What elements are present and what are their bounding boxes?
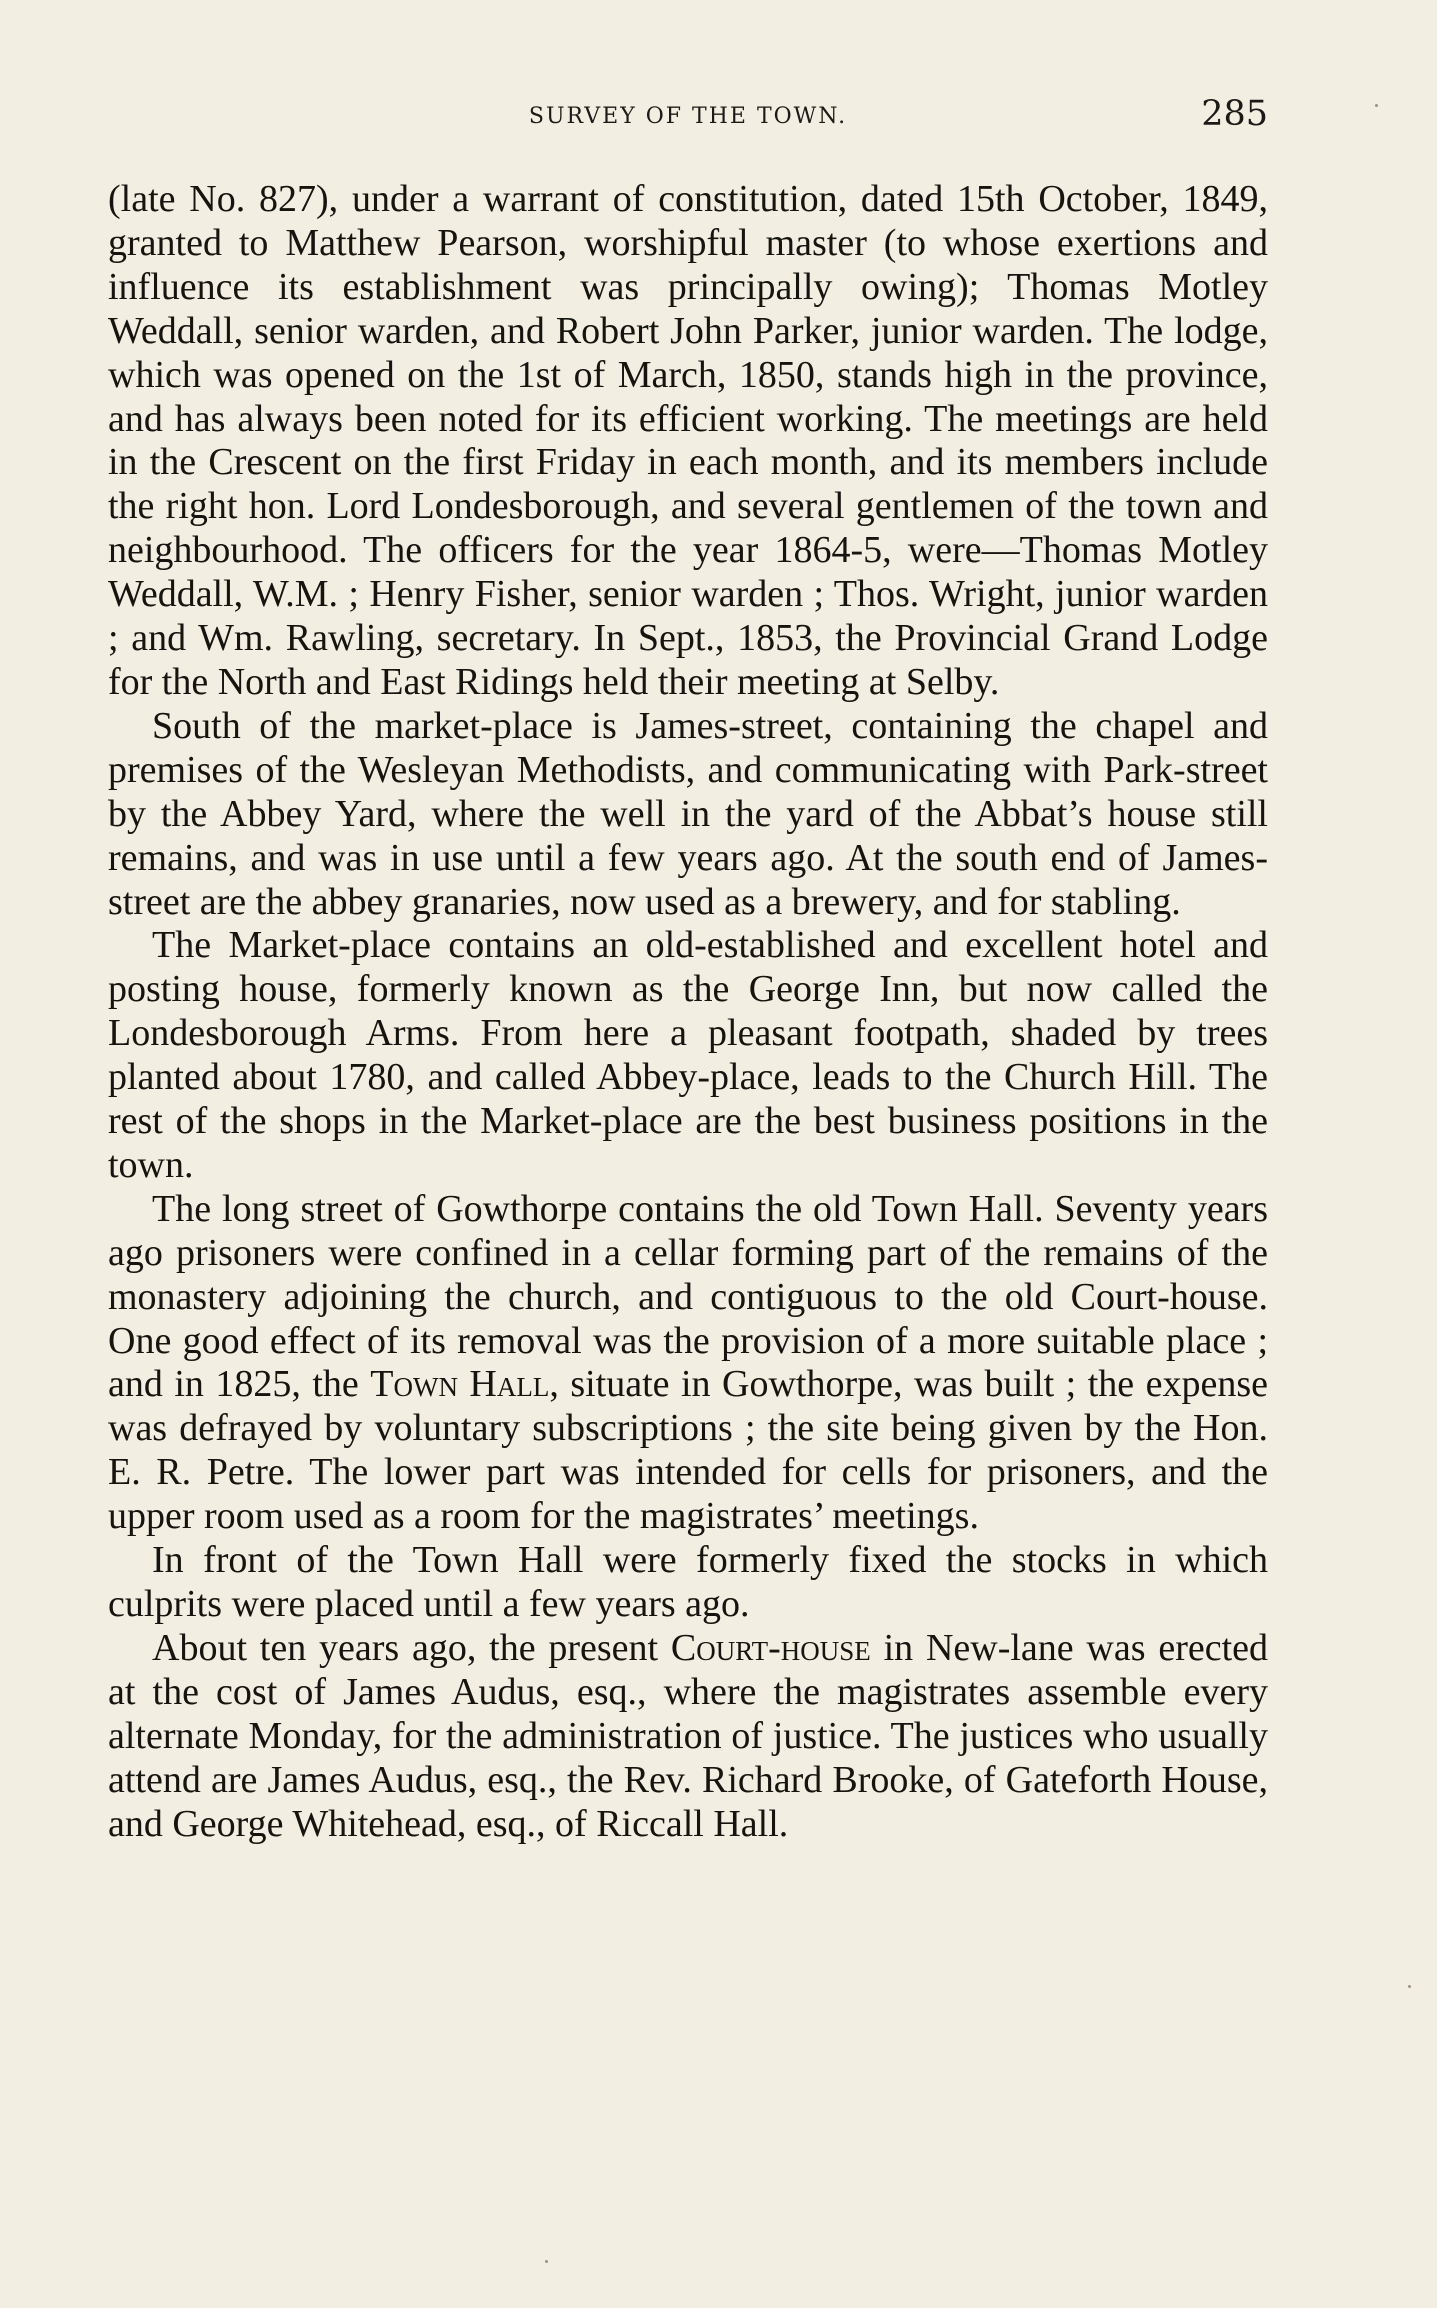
paragraph-town-hall-text-after: , situate in Gowthorpe, was built ; the expense was defrayed by voluntary subscriptions ; the site being given by the Hon. E. R. Petre. The lower part was intended for cells for prisoners, and the upper room used as a room for the magistrates’ meetings. [108,1363,1268,1538]
paragraph-town-hall [108,1188,1268,1539]
town-hall-smallcaps: Town Hall [370,1363,550,1406]
paragraph-james-street: South of the market-place is James-street, containing the chapel and premises of the Wesleyan Methodists, and communicating with Park-street by the Abbey Yard, where the well in the yard of the Abbat’s house still remains, and was in use until a few years ago. At the south end of James-street are the abbey granaries, now used as a brewery, and for stabling. [108,704,1268,923]
paragraph-market-place: The Market-place contains an old-established and excellent hotel and posting house, formerly known as the George Inn, but now called the Londesborough Arms. From here a pleasant footpath, shaded by trees planted about 1780, and called Abbey-place, leads to the Church Hill. The rest of the shops in the Market-place are the best business positions in the town. [108,924,1268,1186]
paper-speck [1375,104,1378,107]
paragraph-stocks: In front of the Town Hall were formerly fixed the stocks in which culprits were placed until a few years ago. [108,1539,1268,1625]
paragraph-court-house [108,1627,1268,1847]
paragraph-court-house-text-after: in New-lane was erected at the cost of James Audus, esq., where the magistrates assemble every alternate Monday, for the administration of justice. The justices who usually attend are James Audus, esq., the Rev. Richard Brooke, of Gateforth House, and George Whitehead, esq., of Riccall Hall. [108,1626,1269,1845]
paragraph-court-house-text-before: About ten years ago, the present [152,1626,671,1669]
page-header [108,94,1268,138]
body-text [108,178,1268,1846]
page-number: 285 [1201,94,1268,134]
running-head: SURVEY OF THE TOWN. [528,104,848,129]
paper-speck [1408,1985,1411,1988]
court-house-smallcaps: Court-house [670,1626,871,1669]
paragraph-lodge: (late No. 827), under a warrant of constitution, dated 15th October, 1849, granted to Matthew Pearson, worshipful master (to whose exertions and influence its establishment was principally owing); Thomas Motley Weddall, senior warden, and Robert John Parker, junior warden. The lodge, which was opened on the 1st of March, 1850, stands high in the province, and has always been noted for its efficient working. The meetings are held in the Crescent on the first Friday in each month, and its members include the right hon. Lord Londesborough, and several gentlemen of the town and neighbourhood. The officers for the year 1864-5, were—Thomas Motley Weddall, W.M. ; Henry Fisher, senior warden ; Thos. Wright, junior warden ; and Wm. Rawling, secretary. In Sept., 1853, the Provincial Grand Lodge for the North and East Ridings held their meeting at Selby. [108,178,1268,703]
paragraph-town-hall-text-before: The long street of Gowthorpe contains the old Town Hall. Seventy years ago prisoners were confined in a cellar forming part of the remains of the monastery adjoining the church, and contiguous to the old Court-house. One good effect of its removal was the provision of a more suitable place ; and in 1825, the [108,1187,1268,1406]
paper-speck [545,2260,548,2263]
